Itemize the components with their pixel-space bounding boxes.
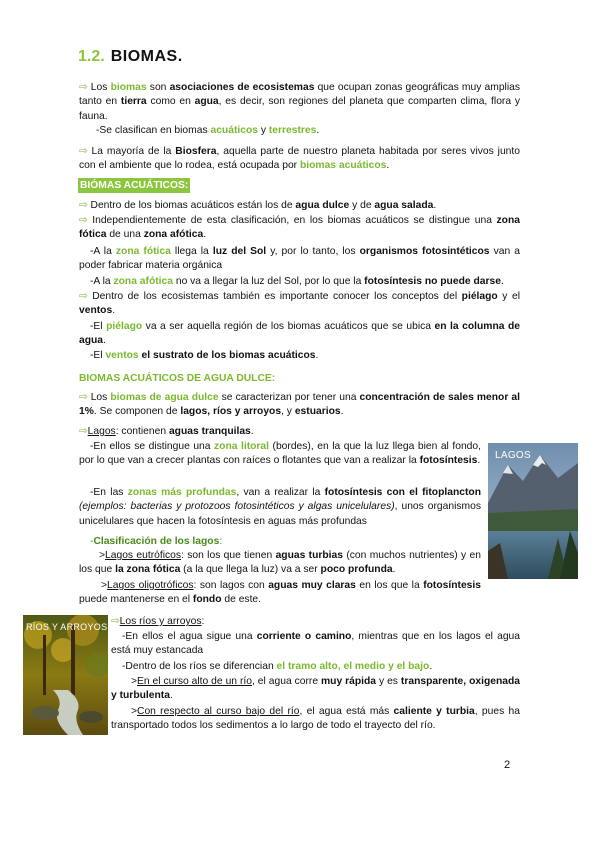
- bold-text: fotosíntesis: [423, 580, 481, 591]
- text: , el agua está más: [299, 706, 394, 717]
- text: -Dentro de los ríos se diferencian: [122, 661, 277, 672]
- text: (con muchos nutrientes) y en los que: [79, 550, 481, 576]
- text: , pues ha transportado todos los sedimentos a lo largo de todo el trayecto del río.: [111, 706, 520, 732]
- highlight: zona fótica: [115, 246, 171, 257]
- text: (bordes), en la que la luz llega bien al fondo, por lo que van a crecer plantas con raíces o flotantes que van a realizar la: [79, 441, 481, 467]
- text: >: [131, 676, 138, 687]
- text: .: [433, 200, 437, 211]
- text: , y: [281, 406, 295, 418]
- highlight: zona afótica: [113, 276, 173, 287]
- bold-text: corriente o camino: [256, 631, 352, 642]
- text: .: [169, 690, 173, 702]
- section-label-agua-dulce: BIOMAS ACUÁTICOS DE AGUA DULCE:: [79, 373, 276, 384]
- highlight: el tramo alto, el medio y el bajo: [276, 661, 430, 672]
- highlight: zona litoral: [214, 441, 270, 452]
- text: >: [101, 580, 108, 591]
- text: .: [315, 350, 319, 361]
- paragraph-agua-dulce: [79, 391, 520, 420]
- bold-text: transparente, oxigenada y turbulenta: [111, 676, 521, 702]
- text: de una: [106, 229, 144, 241]
- lakes-photo: [488, 443, 578, 579]
- text: :: [201, 616, 205, 627]
- underlined-text: Con respecto al curso bajo del río: [137, 706, 300, 717]
- bold-text: caliente y turbia: [393, 706, 475, 717]
- text: , aquella parte de nuestro planeta habitada por seres vivos junto con el ambiente que lo rodea, está ocupada por: [79, 146, 520, 172]
- paragraph-biomas-definition: [79, 81, 520, 124]
- text: >: [131, 706, 138, 717]
- paragraph-zonas: [79, 214, 520, 243]
- paragraph-zona-fotica: [79, 245, 520, 274]
- paragraph-classification: [79, 124, 520, 138]
- text: -Se clasifican en biomas: [96, 125, 211, 136]
- highlight: biomas de agua dulce: [110, 392, 219, 403]
- text: -El: [90, 321, 107, 332]
- text: en los que la: [355, 580, 424, 591]
- paragraph-ventos: [79, 349, 520, 363]
- rivers-photo: [23, 615, 108, 735]
- lakes-photo-label: LAGOS: [495, 450, 531, 461]
- bold-text: poco profunda: [320, 564, 393, 576]
- text: La mayoría de la: [87, 146, 176, 157]
- paragraph-curso-bajo: [111, 705, 520, 734]
- text: .: [103, 335, 106, 347]
- text: -En las: [90, 487, 128, 498]
- text: .: [386, 160, 390, 172]
- arrow-bullet-icon: ⇨: [79, 200, 88, 211]
- bold-text: fotosíntesis no puede darse: [364, 276, 501, 287]
- text: .: [250, 426, 254, 437]
- bold-text: estuarios: [294, 406, 341, 418]
- paragraph-lagos-oligotroficos: [79, 579, 481, 608]
- text: y: [257, 125, 269, 136]
- text: .: [203, 229, 207, 241]
- bold-text: aguas turbias: [275, 550, 343, 561]
- text: y, por lo tanto, los: [266, 246, 360, 257]
- highlight: ventos: [105, 350, 139, 361]
- paragraph-zonas-profundas: [79, 486, 481, 529]
- text: -A la: [90, 246, 116, 257]
- underlined-text: En el curso alto de un río: [137, 676, 252, 687]
- paragraph-biosfera: [79, 145, 520, 174]
- arrow-bullet-icon: ⇨: [79, 426, 88, 437]
- bold-text: tierra: [120, 96, 147, 108]
- paragraph-corriente: [111, 630, 520, 659]
- text: , van a realizar la: [236, 487, 325, 498]
- text: -En ellos se distingue una: [90, 441, 215, 452]
- text: va a ser aquella región de los biomas acuáticos que se ubica: [142, 321, 435, 332]
- text: .: [429, 661, 433, 672]
- text: como en: [146, 96, 195, 108]
- text: y el: [497, 291, 520, 302]
- highlight: acuáticos: [210, 125, 258, 136]
- paragraph-pielago: [79, 320, 520, 349]
- text: , unos organismos unicelulares que hacen la fotosíntesis en aguas más profundas: [79, 501, 481, 527]
- text: -A la: [90, 276, 114, 287]
- highlight: biomas: [110, 82, 147, 93]
- bold-text: agua: [194, 96, 219, 108]
- text: .: [340, 406, 344, 418]
- text: y de: [349, 200, 375, 211]
- text: que ocupan zonas geográficas muy amplias tanto en: [79, 82, 520, 108]
- bold-text: la zona fótica: [115, 564, 181, 576]
- text: Los: [87, 392, 111, 403]
- bold-text: ventos: [79, 305, 113, 317]
- bold-text: muy rápida: [321, 676, 377, 687]
- arrow-bullet-icon: ⇨: [79, 291, 88, 302]
- text: .: [392, 564, 396, 576]
- text: .: [112, 305, 116, 317]
- mountain-lake-illustration: [488, 443, 578, 579]
- highlight: biomas acuáticos: [299, 160, 387, 172]
- bold-text: luz del Sol: [212, 246, 267, 257]
- highlight: zonas más profundas: [127, 487, 237, 498]
- text: no va a llegar la luz del Sol, por lo que la: [172, 276, 365, 287]
- arrow-bullet-icon: ⇨: [111, 616, 120, 627]
- bold-text: Biosfera: [175, 146, 217, 157]
- section-number: 1.2.: [78, 48, 105, 65]
- text: son: [146, 82, 170, 93]
- bold-text: agua dulce: [295, 200, 350, 211]
- paragraph-tramos: [111, 660, 520, 674]
- arrow-bullet-icon: ⇨: [79, 215, 88, 226]
- text: de este.: [221, 594, 262, 606]
- bold-text: zona afótica: [143, 229, 204, 241]
- text: : son lagos con: [193, 580, 269, 591]
- bold-text: aguas tranquilas: [168, 426, 251, 437]
- paragraph-zona-litoral: [79, 440, 481, 469]
- bold-text: asociaciones de ecosistemas: [169, 82, 315, 93]
- text: y es: [376, 676, 401, 687]
- text: se caracterizan por tener una: [218, 392, 360, 403]
- section-title: BIOMAS.: [110, 48, 183, 65]
- paragraph-curso-alto: [111, 675, 520, 704]
- arrow-bullet-icon: ⇨: [79, 392, 88, 403]
- bold-text: piélago: [461, 291, 498, 302]
- paragraph-lagos-eutroficos: [79, 549, 481, 578]
- text: -El: [90, 350, 106, 361]
- paragraph-pielago-ventos: [79, 290, 520, 319]
- bold-text: agua salada: [374, 200, 434, 211]
- bold-text: fotosíntesis con el fitoplancton: [324, 487, 481, 498]
- section-label-biomas-acuaticos: BIÓMAS ACUÁTICOS:: [80, 180, 189, 191]
- text: >: [99, 550, 106, 561]
- text: van a poder fabricar materia orgánica: [79, 246, 521, 272]
- bold-text: concentración de sales menor al 1%: [79, 392, 520, 418]
- highlight: piélago: [106, 321, 143, 332]
- paragraph-lagos: [79, 425, 479, 439]
- arrow-bullet-icon: ⇨: [79, 82, 88, 93]
- bold-text: fotosíntesis: [419, 455, 478, 467]
- text: (a la que llega la luz) va a ser: [180, 564, 321, 576]
- text: :: [219, 536, 223, 547]
- section-heading: [78, 47, 183, 67]
- rivers-photo-label: RÍOS Y ARROYOS: [26, 622, 108, 632]
- text: -En ellos el agua sigue una: [122, 631, 257, 642]
- underlined-text: Lagos: [87, 426, 116, 437]
- text: Los: [87, 82, 111, 93]
- text: : son los que tienen: [181, 550, 276, 561]
- bold-text: fondo: [192, 594, 222, 606]
- underlined-text: Lagos eutróficos: [105, 550, 182, 561]
- text: .: [500, 276, 504, 287]
- bold-text: aguas muy claras: [268, 580, 356, 591]
- text: Dentro de los biomas acuáticos están los de: [87, 200, 296, 211]
- arrow-bullet-icon: ⇨: [79, 146, 88, 157]
- text: , mientras que en los lagos el agua está muy estancada: [111, 631, 520, 657]
- text: puede mantenerse en el: [79, 594, 193, 606]
- text: Independientemente de esta clasificación, en los biomas acuáticos se distingue una: [87, 215, 497, 226]
- bold-text: el sustrato de los biomas acuáticos: [141, 350, 316, 361]
- italic-text: (ejemplos: bacterias y protozoos fotosintéticos y algas unicelulares): [79, 501, 395, 513]
- underlined-text: Lagos oligotróficos: [107, 580, 194, 591]
- paragraph-zona-afotica: [79, 275, 520, 289]
- underlined-text: Los ríos y arroyos: [119, 616, 202, 627]
- text: , es decir, son regiones del planeta que comparten clima, flora y fauna.: [79, 96, 521, 122]
- bold-text: organismos fotosintéticos: [359, 246, 490, 257]
- text: , el agua corre: [252, 676, 322, 687]
- highlight: terrestres: [268, 125, 317, 136]
- text: .: [477, 455, 481, 467]
- bold-text: zona fótica: [79, 215, 520, 241]
- bold-text: Clasificación de los lagos: [93, 536, 220, 547]
- text: -: [90, 536, 94, 547]
- text: . Se componen de: [93, 406, 181, 418]
- text: : contienen: [115, 426, 169, 437]
- page-number: 2: [504, 759, 511, 771]
- text: .: [316, 125, 320, 136]
- bold-text: en la columna de agua: [79, 321, 521, 347]
- bold-text: lagos, ríos y arroyos: [180, 406, 282, 418]
- text: Dentro de los ecosistemas también es importante conocer los conceptos del: [87, 291, 462, 302]
- paragraph-clasificacion-lagos: [79, 535, 490, 549]
- text: llega la: [170, 246, 213, 257]
- paragraph-rios-arroyos: [111, 615, 491, 629]
- paragraph-agua-dulce-salada: [79, 199, 520, 213]
